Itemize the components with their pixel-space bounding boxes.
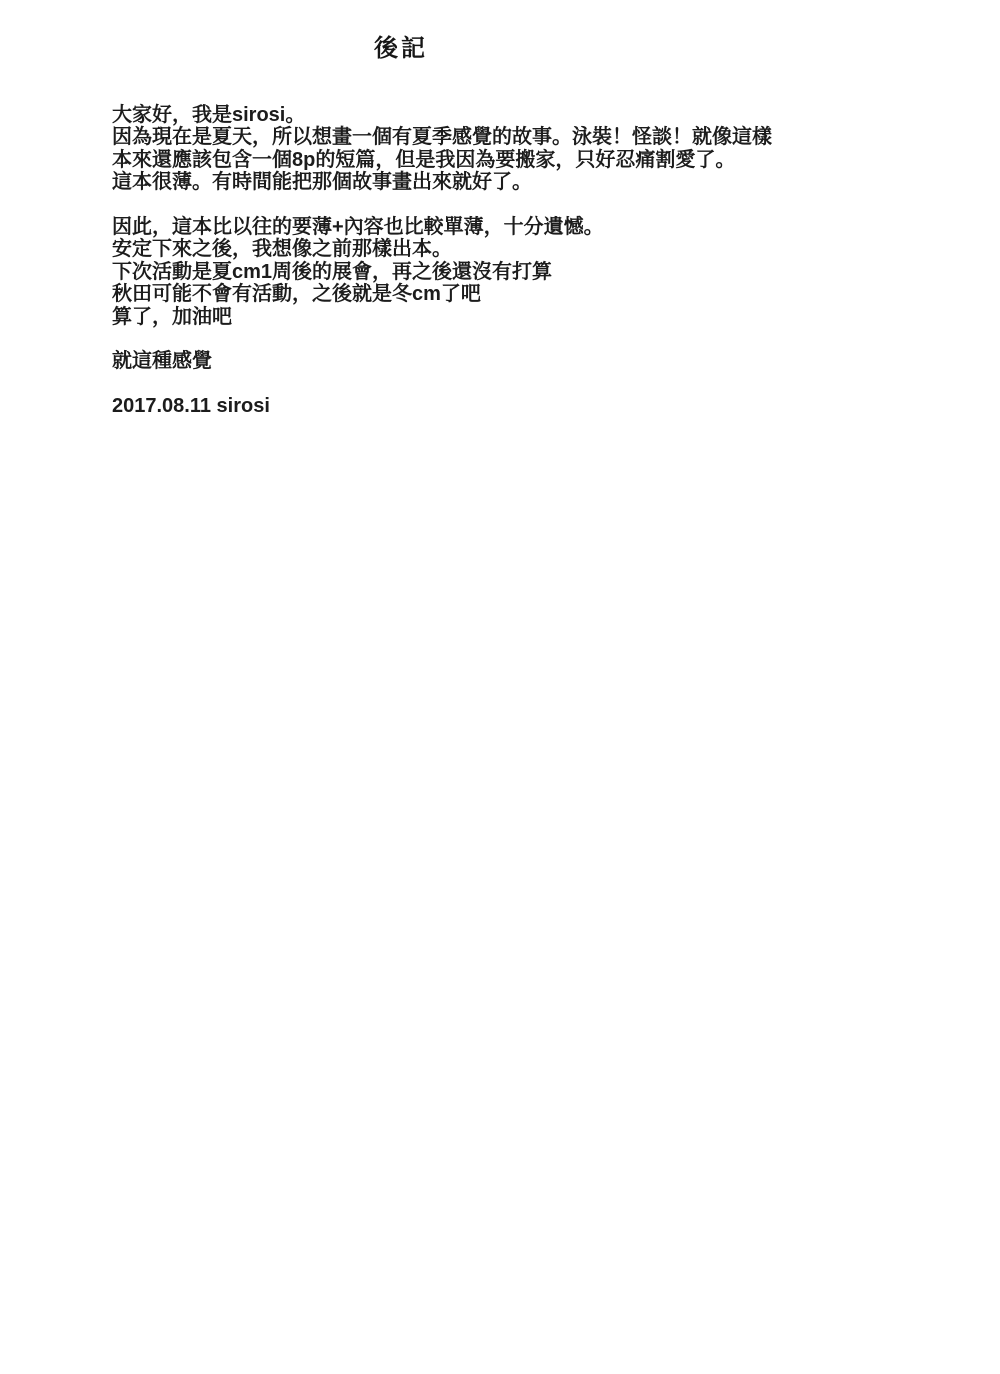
text-line: 這本很薄。有時間能把那個故事畫出來就好了。 xyxy=(112,171,532,194)
afterword-body xyxy=(112,104,812,418)
paragraph xyxy=(112,395,812,417)
text-line: 算了，加油吧 xyxy=(112,305,232,328)
text-line: 大家好，我是sirosi。 xyxy=(112,104,306,126)
text-line: 因此，這本比以往的要薄+內容也比較單薄，十分遺憾。 xyxy=(112,216,604,239)
text-line: 就這種感覺 xyxy=(112,350,212,373)
text-line: 本來還應該包含一個8p的短篇，但是我因為要搬家，只好忍痛割愛了。 xyxy=(112,148,736,171)
text-line: 2017.08.11 sirosi xyxy=(112,395,270,418)
paragraph xyxy=(112,350,812,372)
text-line: 秋田可能不會有活動，之後就是冬cm了吧 xyxy=(112,283,481,306)
paragraph xyxy=(112,104,812,194)
text-line: 安定下來之後，我想像之前那樣出本。 xyxy=(112,238,452,261)
page-title: 後記 xyxy=(374,35,428,62)
paragraph xyxy=(112,216,812,328)
text-line: 因為現在是夏天，所以想畫一個有夏季感覺的故事。泳裝！怪談！就像這樣 xyxy=(112,126,772,149)
text-line: 下次活動是夏cm1周後的展會，再之後還沒有打算 xyxy=(112,260,553,283)
